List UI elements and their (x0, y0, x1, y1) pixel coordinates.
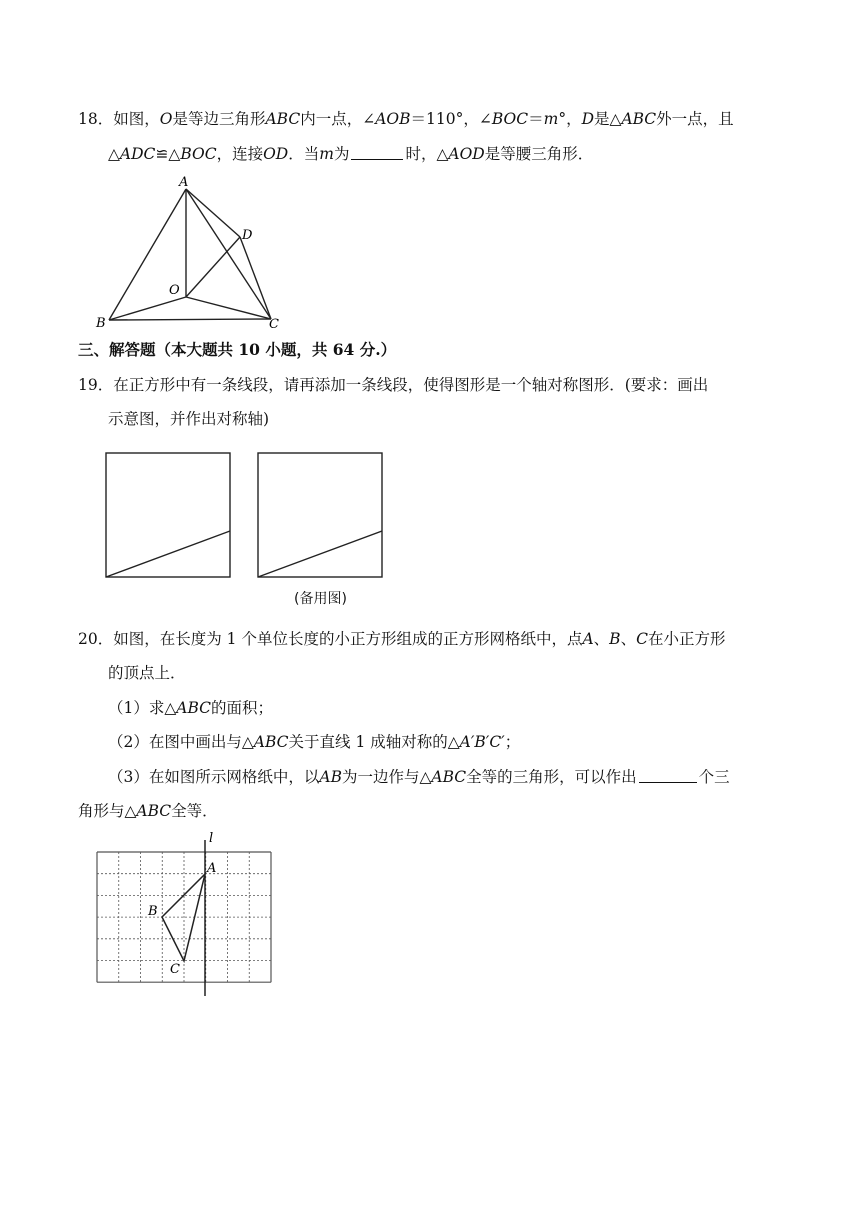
edge-ac (186, 189, 271, 319)
segment-2 (258, 531, 382, 577)
q20-part3-line2: 角形与△ABC全等． (78, 802, 218, 820)
label-c: C (269, 317, 279, 332)
q18-answer-blank[interactable] (351, 145, 403, 160)
q18-line2: △ADC≌△BOC，连接OD．当m为 时，△AOD是等腰三角形． (108, 145, 594, 163)
q18-triangle-figure (90, 172, 290, 332)
q20-part2: （2）在图中画出与△ABC关于直线 1 成轴对称的△A′B′C′； (108, 733, 521, 751)
edge-od (186, 237, 240, 297)
q19-caption: (备用图) (294, 591, 347, 607)
q20-answer-blank[interactable] (639, 768, 697, 783)
segment-1 (106, 531, 230, 577)
q20-grid-figure (90, 830, 280, 1000)
q19-squares-figure (100, 448, 390, 583)
label-a: A (179, 175, 189, 190)
q20-part3-line1: （3）在如图所示网格纸中，以AB为一边作与△ABC全等的三角形，可以作出 个三 (108, 768, 730, 786)
label-o: O (169, 283, 180, 298)
q18-line1: 18．如图，O是等边三角形ABC内一点，∠AOB＝110°，∠BOC＝m°，D是△ABC外一点，且 (78, 110, 734, 128)
square-2 (258, 453, 382, 577)
label-d: D (242, 228, 253, 243)
label-a: A (207, 861, 217, 876)
edge-bc (109, 319, 271, 320)
section-header: 三、解答题（本大题共 10 小题，共 64 分.） (78, 340, 397, 359)
label-b: B (96, 316, 106, 331)
q19-line2: 示意图，并作出对称轴) (108, 410, 270, 428)
q19-line1: 19．在正方形中有一条线段，请再添加一条线段，使得图形是一个轴对称图形．(要求：画出 (78, 376, 709, 394)
label-l: l (209, 831, 214, 846)
q20-line2: 的顶点上． (108, 664, 186, 682)
label-b: B (148, 904, 158, 919)
square-1 (106, 453, 230, 577)
label-c: C (170, 962, 180, 977)
q20-part1: （1）求△ABC的面积； (108, 699, 274, 717)
q20-line1: 20．如图，在长度为 1 个单位长度的小正方形组成的正方形网格纸中，点A、B、C在小正方形 (78, 630, 726, 648)
